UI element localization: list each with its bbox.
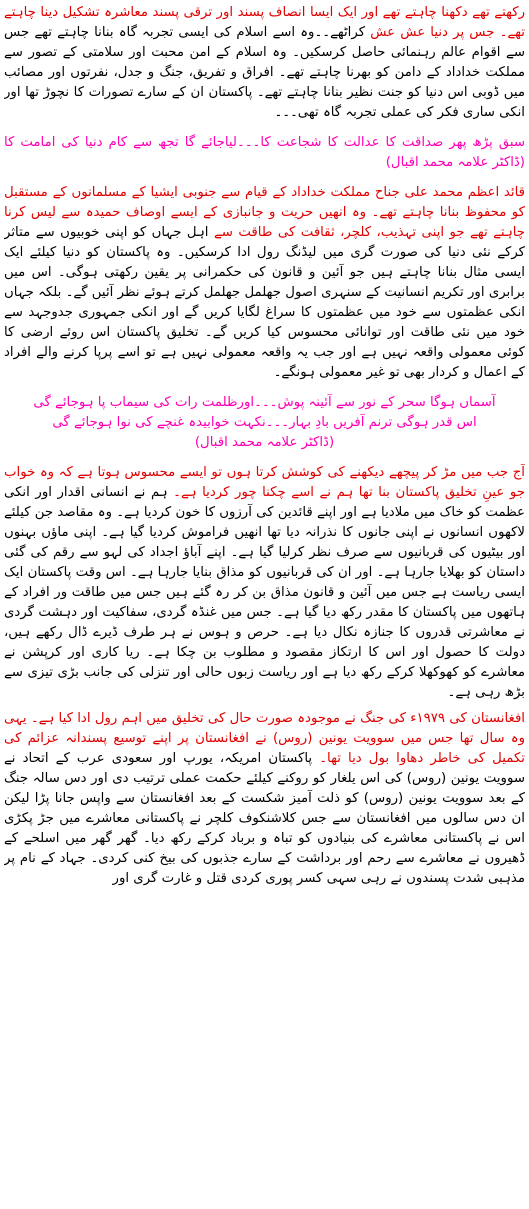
paragraph-1-highlight: رکھتے تھے دکھنا چاہتے تھے اور ایک ایسا انصاف پسند اور ترقی پسند معاشرہ تشکیل دینا چاہتے تھے۔ جس پر دنیا عش عش	[4, 5, 525, 40]
paragraph-3-highlight: آج جب میں مڑ کر پیچھے دیکھنے کی کوشش کرتا ہوں تو ایسے محسوس ہوتا ہے کہ وہ خواب جو عینِ تخلیق پاکستان بنا تھا ہم نے اسے چکنا چور کردیا ہے۔	[4, 465, 525, 500]
article-page	[4, 3, 525, 1206]
paragraph-4	[4, 709, 525, 889]
quote-1-author: (ڈاکٹر علامہ محمد اقبال)	[385, 155, 525, 170]
poem-author: (ڈاکٹر علامہ محمد اقبال)	[194, 435, 335, 450]
paragraph-1-body: کراٹھے۔۔وہ اسے اسلام کی ایسی تجربہ گاہ بنانا چاہتے تھے جس سے اقوام عالم رہنمائی حاصل کرسکیں۔ وہ اسلام کے امن محبت اور سلامتی کے تصور سے مملکت خداداد کے دامن کو بھرنا چاہتے تھے۔ افراق و تفریق، جنگ و جدل، نفرتوں اور مصائب میں ڈوبی اس دنیا کو جنت نظیر بنانا چاہتے تھے۔ پاکستان ان کے سارے تصورات کا نچوڑ تھا اور انکی ساری فکر کی عملی تجربہ گاہ تھی۔۔۔	[4, 25, 525, 120]
poem-block	[4, 393, 525, 453]
paragraph-3-body: ہم نے انسانی اقدار اور انکی عظمت کو خاک میں ملادیا ہے اور اپنے قائدین کی آرزوں کا خون کردیا ہے۔ وہ مقاصد جن کیلئے لاکھوں انسانوں نے اپنی جانوں کا نذرانہ دیا تھا انھیں فراموش کردیا گیا ہے۔ اپنی ماؤں بہنوں اور بیٹیوں کی قربانیوں سے صرف نظر کرلیا گیا ہے۔ اپنے آباؤ اجداد کی لہو سے رقم کی گئی داستان کو بھلایا جارہا ہے۔ اور ان کی قربانیوں کو مذاق بنایا جارہا ہے۔ اس وقت پاکستان ایک ایسی ریاست ہے جس میں آئین و قانون مذاق بن کر رہ گئے ہیں جس میں طاقت ور افراد کے ہاتھوں میں پاکستان کا مقدر رکھ دیا گیا ہے۔ جس میں غنڈہ گردی، سفاکیت اور دہشت گردی نے معاشرتی قدروں کا جنازہ نکال دیا ہے۔ حرص و ہوس نے ہر طرف ڈیرے ڈال رکھے ہیں، دولت کا حصول اور اس کا ارتکاز مقصود و مطلوب بن چکا ہے۔ ریا کاری اور کرپشن نے معاشرے کو کھوکھلا کرکے رکھ دیا ہے اور ریاست زبوں حالی اور تنزلی کی جانب بڑی تیزی سے بڑھ رہی ہے۔	[4, 485, 525, 700]
poem-line-1: آسماں ہوگا سحر کے نور سے آئینہ پوش۔۔۔اورظلمت رات کی سیماب پا ہوجائے گی	[33, 395, 496, 410]
quote-iqbal-1	[4, 133, 525, 173]
paragraph-4-highlight: افغانستان کی ۱۹۷۹ء کی جنگ نے موجودہ صورت حال کی تخلیق میں اہم رول ادا کیا ہے۔ یہی وہ سال تھا جس میں سوویت یونین (روس) نے افغانستان پر اپنے توسیع پسندانہ عزائم کی تکمیل کی خاطر دھاوا بول دیا تھا۔	[4, 711, 525, 766]
paragraph-2-body: اہل جہاں کو اپنی خوبیوں سے متاثر کرکے نئی دنیا کی صورت گری میں لیڈنگ رول ادا کرسکیں۔ وہ پاکستان کو دنیا کیلئے ایک ایسی مثال بنانا چاہتے ہیں جو آئین و قانون کی حکمرانی پر یقین رکھتی ہوگی۔ اس میں برابری اور تکریم انسانیت کے سنہری اصول جھلمل جھلمل کرتے ہوئے نظر آئیں گے۔ بلکہ جہاں انکی عظمتوں سے خود میں عظمتوں کا سراغ لگایا کریں گے اور انکی جمہوری جدوجہد سے خود میں نئی طاقت اور توانائی محسوس کیا کریں گے۔ تخلیق پاکستان اس روئے ارضی کا کوئی معمولی واقعہ نہیں ہے اور جب یہ واقعہ معمولی نہیں ہے تو اسے پرپا کرنے والے افراد کے اعمال و کردار بھی تو غیر معمولی ہونگے۔	[4, 225, 525, 380]
quote-1-text: سبق پڑھ پھر صداقت کا عدالت کا شجاعت کا۔۔۔لیاجائے گا تجھ سے کام دنیا کی امامت کا	[4, 135, 525, 150]
paragraph-4-body: پاکستان امریکہ، یورپ اور سعودی عرب کے اتحاد نے سوویت یونین (روس) کی اس یلغار کو روکنے کیلئے حکمت عملی ترتیب دی اور دس سالہ جنگ کے بعد سوویت یونین (روس) کو ذلت آمیز شکست کے بعد افغانستان سے واپس جانا پڑا لیکن ان دس سالوں میں افغانستان سے جس کلاشنکوف کلچر نے پاکستانی معاشرے میں جڑ پکڑی اس نے پاکستانی معاشرے کی بنیادوں کو تباہ و برباد کرکے رکھ دیا۔ گھر گھر میں اسلحے کے ڈھیروں نے معاشرے سے رحم اور برداشت کے سارے جذبوں کی بیخ کنی کردی۔ جہاد کے نام پر مذہبی شدت پسندوں نے رہی سہی کسر پوری کردی قتل و غارت گری اور	[4, 751, 525, 886]
paragraph-2-highlight: قائد اعظم محمد علی جناح مملکت خداداد کے قیام سے جنوبی ایشیا کے مسلمانوں کے مستقبل کو محفوظ بنانا چاہتے تھے۔ وہ انھیں حریت و جانبازی کے ایسے اوصاف حمیدہ سے لیس کرنا چاہتے تھے جو اپنی تہذیب، کلچر، ثقافت کی طاقت سے	[4, 185, 525, 240]
poem-line-2: اس قدر ہوگی ترنم آفریں بادِ بہار۔۔۔نکہت خوابیدہ غنچے کی نوا ہوجائے گی	[52, 415, 477, 430]
paragraph-1	[4, 3, 525, 123]
paragraph-2	[4, 183, 525, 383]
paragraph-3	[4, 463, 525, 703]
